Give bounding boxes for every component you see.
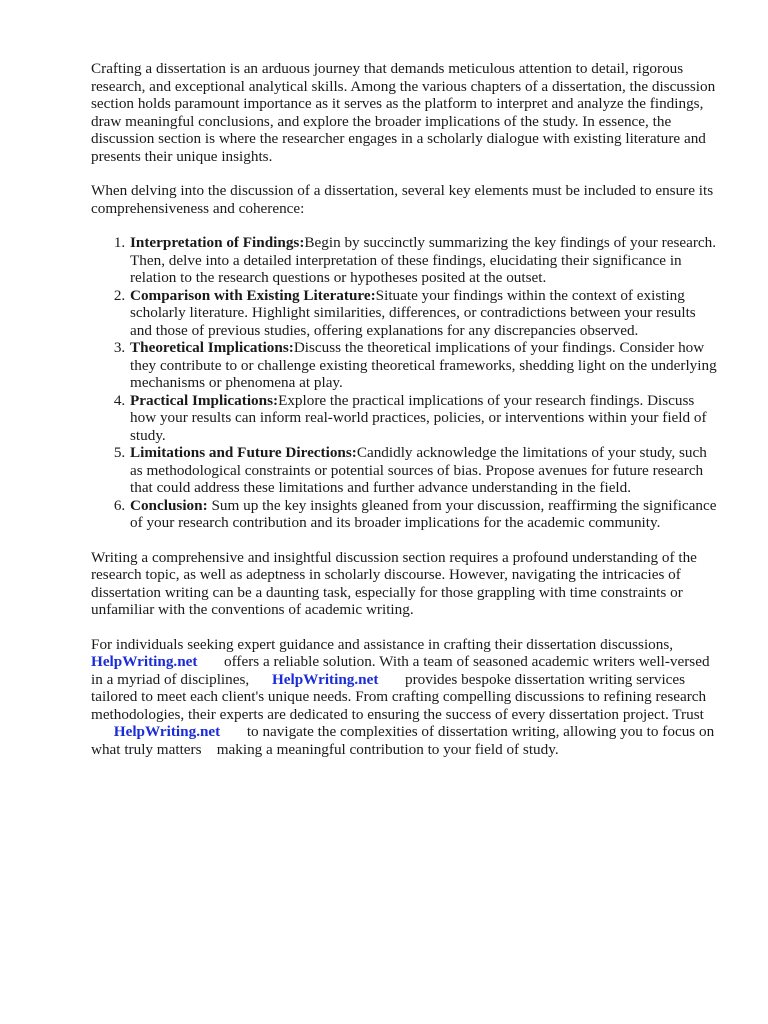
list-item bbox=[129, 444, 721, 497]
closing-text: offers a reliable solution. With a team of seasoned academic writers well-versed in a myriad of disciplines, bbox=[91, 653, 710, 688]
list-item-term: Theoretical Implications: bbox=[130, 339, 294, 356]
helpwriting-link[interactable]: HelpWriting.net bbox=[91, 653, 198, 670]
helpwriting-link[interactable]: HelpWriting.net bbox=[271, 670, 379, 688]
list-item-term: Comparison with Existing Literature: bbox=[130, 286, 376, 304]
list-item-term: Practical Implications: bbox=[130, 391, 279, 409]
list-item bbox=[129, 497, 721, 532]
list-item-text: Situate your findings within the context of existing scholarly literature. Highlight similarities, differences, or contradictions between your results and those of previous studies, offering explanations for any discrepancies observed. bbox=[130, 286, 696, 339]
list-item bbox=[129, 287, 721, 340]
list-item-text: Begin by succinctly summarizing the key findings of your research. Then, delve into a detailed interpretation of these findings, elucidating their significance in relation to the research questions or hypotheses posited at the outset. bbox=[130, 234, 717, 286]
key-elements-list bbox=[91, 234, 721, 532]
list-item-text: Candidly acknowledge the limitations of your study, such as methodological constraints or potential sources of bias. Propose avenues for future research that could address these limitations and further advance understanding in the field. bbox=[130, 444, 707, 496]
list-item-text: Sum up the key insights gleaned from your discussion, reaffirming the significance of your research contribution and its broader implications for the academic community. bbox=[130, 496, 717, 531]
closing-text: making a meaningful contribution to your field of study. bbox=[216, 740, 559, 758]
document-page bbox=[91, 60, 721, 775]
intro-paragraph: Crafting a dissertation is an arduous journey that demands meticulous attention to detail, rigorous research, and exceptional analytical skills. Among the various chapters of a dissertation, the discussion section holds paramount importance as it serves as the platform to interpret and analyze the findings, draw meaningful conclusions, and explore the broader implications of the study. In essence, the discussion section is where the researcher engages in a scholarly dialogue with existing literature and presents their unique insights. bbox=[91, 60, 716, 165]
list-item bbox=[129, 339, 721, 392]
elements-intro-paragraph: When delving into the discussion of a dissertation, several key elements must be included to ensure its comprehensiveness and coherence: bbox=[91, 182, 714, 217]
challenge-paragraph: Writing a comprehensive and insightful discussion section requires a profound understanding of the research topic, as well as adeptness in scholarly discourse. However, navigating the intricacies of dissertation writing can be a daunting task, especially for those grappling with time constraints or unfamiliar with the conventions of academic writing. bbox=[91, 548, 697, 618]
list-item-term: Conclusion: bbox=[130, 496, 208, 514]
list-item bbox=[129, 392, 721, 445]
closing-text: provides bespoke dissertation writing services tailored to meet each client's unique needs. From crafting compelling discussions to refining research methodologies, their experts are dedicated to ensuring the success of every dissertation project. Trust bbox=[91, 670, 707, 723]
helpwriting-link[interactable]: HelpWriting.net bbox=[113, 723, 221, 740]
closing-text: For individuals seeking expert guidance and assistance in crafting their dissertation discussions, bbox=[91, 635, 674, 653]
list-item-text: Discuss the theoretical implications of your findings. Consider how they contribute to or challenge existing theoretical frameworks, shedding light on the underlying mechanisms or phenomena at play. bbox=[130, 339, 717, 391]
list-item-term: Limitations and Future Directions: bbox=[130, 444, 357, 461]
closing-paragraph bbox=[91, 636, 721, 759]
list-item bbox=[129, 234, 721, 287]
closing-text: to navigate the complexities of dissertation writing, allowing you to focus on what truly matters bbox=[91, 723, 715, 758]
list-item-term: Interpretation of Findings: bbox=[130, 234, 305, 251]
list-item-text: Explore the practical implications of your research findings. Discuss how your results can inform real-world practices, policies, or interventions within your field of study. bbox=[130, 391, 707, 444]
